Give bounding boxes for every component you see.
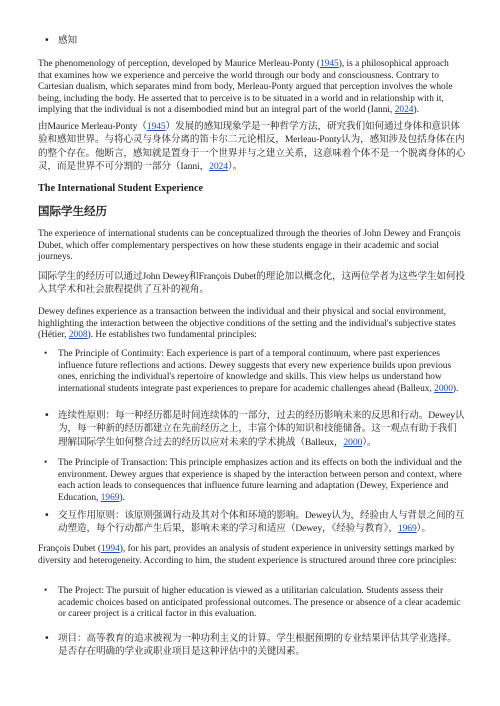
citation-link[interactable]: 1969 xyxy=(397,523,417,535)
bullet-icon: • xyxy=(44,510,50,521)
paragraph-dubet-en: François Dubet (1994), for his part, provides an analysis of student experience in university settings marked by diversity and heterogeneity. According to him, the student experience is structured around three core principles: xyxy=(38,544,457,566)
citation-link[interactable]: 2000 xyxy=(434,383,453,394)
dewey-transaction-list-zh xyxy=(38,509,466,536)
citation-link[interactable]: 1969 xyxy=(100,492,120,503)
citation-link[interactable]: 1994 xyxy=(101,544,120,554)
list-item: • 感知 xyxy=(44,35,77,46)
dewey-principles-list xyxy=(38,349,464,395)
bullet-icon: • xyxy=(44,35,50,46)
dewey-transaction-list xyxy=(38,458,464,504)
citation-link[interactable]: 2000 xyxy=(343,436,363,448)
list-item: • The Project: The pursuit of higher education is viewed as a utilitarian calculation. Students assess their academic choices based on anticipated professional outcomes. The presence or absence of a clear academic or career project is a critical factor in this evaluation. xyxy=(44,586,461,620)
paragraph-merleau-ponty-zh: 由Maurice Merleau-Ponty（1945）发展的感知现象学是一种哲学方法，研究我们如何通过身体和意识体验和感知世界。与将心灵与身体分离的笛卡尔二元论相反，Merleau-Ponty认为，感知涉及包括身体在内的整个存在。他断言，感知就是置身于一个世界并与之建立关系，这意味着个体不是一个脱离身体的心灵，而是世界不可分割的一部分（Ianni，2024）。 xyxy=(38,121,466,173)
dubet-principles-list-zh xyxy=(38,632,466,659)
list-item: • The Principle of Continuity: Each experience is part of a temporal continuum, where past experiences influence future reflections and actions. Dewey suggests that every new experience builds upon previous ones, enriching the individual's repertoire of knowledge and skills. This view helps us understand how international students integrate past experiences to prepare for academic challenges ahead (Balleux, 2000). xyxy=(44,349,459,394)
dubet-principles-list xyxy=(38,586,464,621)
list-item: • 项目：高等教育的追求被视为一种功利主义的计算。学生根据预期的专业结果评估其学业选择。是否存在明确的学业或职业项目是这种评估中的关键因素。 xyxy=(44,633,457,658)
paragraph-dewey-en: Dewey defines experience as a transaction between the individual and their physical and social environment, highlighting the interaction between the objective conditions of the setting and the individual's subjective states (Hétier, 2008). He establishes two fundamental principles: xyxy=(38,307,456,341)
citation-link[interactable]: 1945 xyxy=(146,121,166,132)
bullet-icon: • xyxy=(44,633,50,644)
bullet-icon: • xyxy=(44,586,48,596)
list-item: • 连续性原则：每一种经历都是时间连续体的一部分，过去的经历影响未来的反思和行动。Dewey认为，每一种新的经历都建立在先前经历之上，丰富个体的知识和技能储备。这一观点有助于我们理解国际学生如何整合过去的经历以应对未来的学术挑战（Balleux，2000）。 xyxy=(44,410,465,448)
dewey-principles-list-zh xyxy=(38,409,466,449)
paragraph-merleau-ponty-en: The phenomenology of perception, developed by Maurice Merleau-Ponty (1945), is a philosophical approach that examines how we experience and perceive the world through our body and consciousness. Contrary to Cartesian dualism, which separates mind from body, Merleau-Ponty argued that perception involves the whole being, including the body. He asserted that to perceive is to be situated in a world and in relationship with it, implying that the individual is not a disembodied mind but an integral part of the world (Ianni, 2024). xyxy=(38,59,453,116)
list-item: • 交互作用原则：该原则强调行动及其对个体和环境的影响。Dewey认为，经验由人与背景之间的互动塑造，每个行动都产生后果，影响未来的学习和适应（Dewey，《经验与教育》，1969）。 xyxy=(44,510,465,535)
top-bullet-list xyxy=(38,34,464,47)
citation-link[interactable]: 1945 xyxy=(319,59,339,69)
citation-link[interactable]: 2008 xyxy=(68,330,88,341)
section-heading-en: The International Student Experience xyxy=(38,183,203,194)
bullet-icon: • xyxy=(44,410,50,421)
bullet-icon: • xyxy=(44,349,48,359)
citation-link[interactable]: 2024 xyxy=(394,105,414,116)
citation-link[interactable]: 2024 xyxy=(209,161,228,173)
paragraph-intro-en: The experience of international students can be conceptualized through the theories of John Dewey and François Dubet, which offer complementary perspectives on how these students engage in their academic and social journeys. xyxy=(38,229,461,263)
bullet-icon: • xyxy=(44,458,48,468)
list-item: • The Principle of Transaction: This principle emphasizes action and its effects on both the individual and the environment. Dewey argues that experience is shaped by the interaction between person and context, where each action leads to consequences that influence future learning and adaptation (Dewey, Experience and Education, 1969). xyxy=(44,458,462,503)
section-heading-zh: 国际学生经历 xyxy=(38,204,107,218)
paragraph-intro-zh: 国际学生的经历可以通过John Dewey和François Dubet的理论加以概念化，这两位学者为这些学生如何投入其学术和社会旅程提供了互补的视角。 xyxy=(38,271,465,296)
